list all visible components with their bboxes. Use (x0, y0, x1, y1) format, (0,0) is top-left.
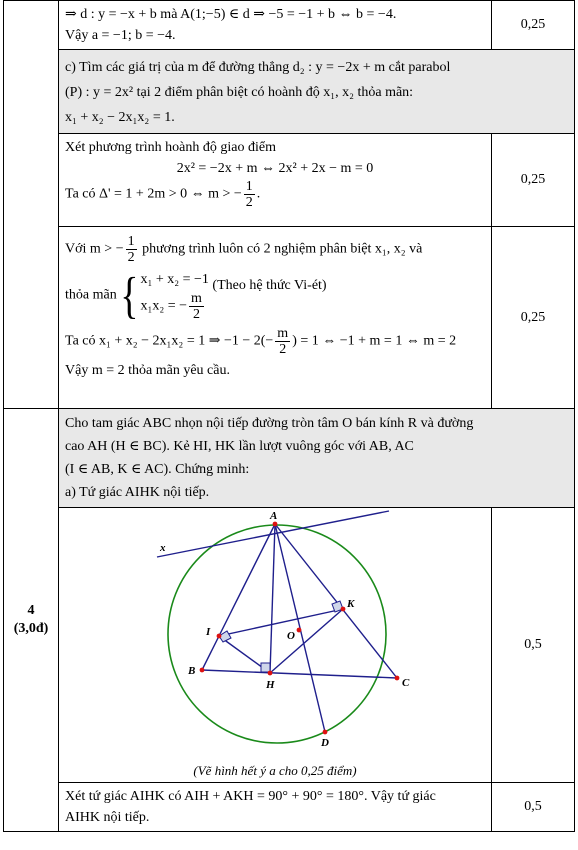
label-k: K (347, 598, 355, 610)
text-fragment: thỏa mãn (65, 287, 117, 303)
fraction-denominator: 2 (127, 250, 135, 265)
circumcircle (168, 525, 386, 743)
point-h (268, 671, 273, 676)
system-brace: { (120, 267, 139, 324)
point-o (297, 628, 302, 633)
step-cell (59, 134, 492, 227)
right-angle-h (261, 663, 270, 672)
text-line (65, 269, 485, 322)
text-fragment: Với m > − (65, 241, 124, 257)
text-line: a) Tứ giác AIHK nội tiếp. (65, 485, 210, 500)
figure-cell (59, 508, 492, 783)
text-line: Ta có Δ' = 1 + 2m > 0 ⇔ m > − $\frac{1}{2}$ . (65, 179, 261, 210)
text-fragment: phương trình luôn có 2 nghiệm phân biệt x₁, x₂ và (138, 241, 423, 257)
point-a (273, 522, 278, 527)
system-eq-2 (140, 291, 208, 322)
text-line (65, 234, 485, 265)
fraction-numerator: 1 (127, 234, 135, 249)
question-4-number-cell (4, 409, 59, 832)
score-value: 0,25 (520, 172, 546, 187)
label-x: x (160, 542, 166, 554)
score-cell (492, 508, 575, 783)
text-fragment: Ta có x₁ + x₂ − 2x₁x₂ = 1 ⇒ −1 − 2(− (65, 333, 274, 349)
score-cell (492, 227, 575, 409)
text-line: x₁ + x₂ − 2x₁x₂ = 1. (65, 110, 175, 125)
fraction-denominator: 2 (279, 342, 287, 357)
segment-bc (202, 670, 397, 678)
label-o: O (287, 630, 295, 642)
point-d (323, 730, 328, 735)
solution-table (3, 0, 575, 832)
point-c (395, 676, 400, 681)
step-cell (59, 783, 492, 832)
geometry-figure (59, 508, 489, 760)
segment-hk (270, 609, 343, 673)
step-cell (59, 1, 492, 50)
altitude-ah (270, 524, 275, 673)
text-line: Vậy a = −1; b = −4. (65, 28, 176, 43)
fraction-denominator: 2 (192, 307, 200, 322)
score-value: 0,25 (520, 17, 546, 32)
step-cell (59, 227, 492, 409)
fraction-numerator: m (277, 326, 289, 341)
score-cell (492, 783, 575, 832)
score-value: 0,5 (524, 637, 542, 652)
text-line: AIHK nội tiếp. (65, 810, 150, 825)
text-fragment: Ta có Δ' = 1 + 2m > 0 ⇔ m > − (65, 186, 242, 202)
text-line: Xét phương trình hoành độ giao điểm (65, 140, 276, 155)
fraction (126, 234, 137, 265)
fraction-numerator: 1 (245, 179, 253, 194)
fraction (275, 326, 290, 357)
point-b (200, 668, 205, 673)
label-i: I (206, 626, 211, 638)
equation-line: 2x² = −2x + m ⇔ 2x² + 2x − m = 0 (176, 161, 374, 176)
text-line: ⇒ d : y = −x + b mà A(1;−5) ∈ d ⇒ −5 = −1 + b ⇔ b = −4. (65, 7, 397, 22)
label-a: A (270, 510, 278, 522)
text-fragment: x₁x₂ = − (140, 298, 188, 314)
score-value: 0,25 (520, 309, 546, 325)
text-line: cao AH (H ∈ BC). Kẻ HI, HK lần lượt vuông góc với AB, AC (65, 439, 414, 454)
label-b: B (188, 665, 196, 677)
text-line: c) Tìm các giá trị của m để đường thẳng d₂ : y = −2x + m cắt parabol (65, 60, 451, 75)
question-points: (3,0đ) (13, 621, 49, 636)
text-line (65, 326, 485, 357)
score-value: 0,5 (524, 799, 542, 814)
system-eq-1: x₁ + x₂ = −1 (140, 272, 209, 287)
text-line: (I ∈ AB, K ∈ AC). Chứng minh: (65, 462, 250, 477)
label-c: C (402, 677, 410, 689)
point-i (217, 634, 222, 639)
fraction-denominator: 2 (245, 195, 253, 210)
text-fragment: ) = 1 ⇔ −1 + m = 1 ⇔ m = 2 (292, 333, 457, 349)
equation-system (140, 269, 208, 322)
text-line: Xét tứ giác AIHK có AIH + AKH = 90° + 90° = 180°. Vậy tứ giác (65, 789, 436, 804)
fraction (189, 291, 204, 322)
label-d: D (321, 737, 329, 749)
question-4-statement (59, 409, 575, 508)
text-line: Cho tam giác ABC nhọn nội tiếp đường tròn tâm O bán kính R và đường (65, 416, 474, 431)
question-part-c (59, 50, 575, 134)
text-line: (P) : y = 2x² tại 2 điểm phân biệt có hoành độ x₁, x₂ thỏa mãn: (65, 85, 414, 100)
text-fragment: (Theo hệ thức Vi-ét) (212, 277, 327, 293)
point-k (341, 607, 346, 612)
text-line: Vậy m = 2 thỏa mãn yêu cầu. (65, 363, 230, 378)
segment-ik (219, 609, 343, 636)
fraction (244, 179, 255, 210)
fraction-numerator: m (191, 291, 202, 306)
question-3-number-cell (4, 1, 59, 409)
score-cell (492, 1, 575, 50)
score-cell (492, 134, 575, 227)
figure-caption: (Vẽ hình hết ý a cho 0,25 điểm) (193, 763, 357, 778)
question-number: 4 (27, 603, 35, 618)
label-h: H (266, 679, 275, 691)
